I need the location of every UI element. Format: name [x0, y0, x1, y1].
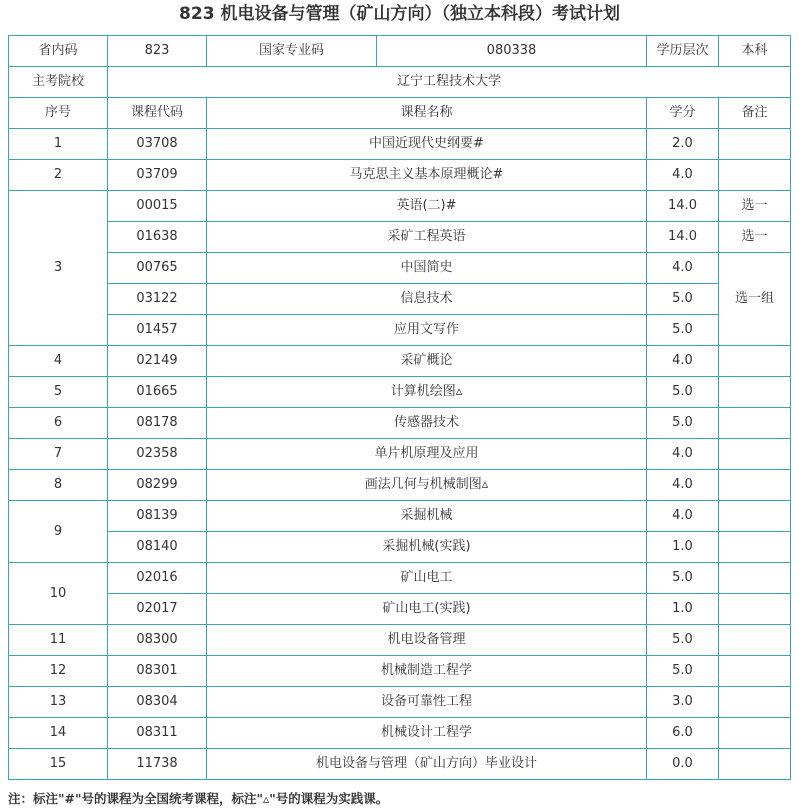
table-row [9, 563, 791, 594]
table-row [9, 315, 791, 346]
course-name: 画法几何与机械制图▵ [207, 470, 647, 501]
course-name: 采掘机械 [207, 501, 647, 532]
course-credit: 5.0 [647, 563, 719, 594]
course-name: 马克思主义基本原理概论# [207, 160, 647, 191]
course-credit: 14.0 [647, 222, 719, 253]
course-seq: 5 [9, 377, 108, 408]
course-credit: 4.0 [647, 501, 719, 532]
course-code: 08301 [108, 656, 207, 687]
course-code: 01638 [108, 222, 207, 253]
header-row-codes [9, 36, 791, 67]
course-name: 采矿工程英语 [207, 222, 647, 253]
course-code: 11738 [108, 749, 207, 780]
course-credit: 5.0 [647, 625, 719, 656]
course-seq: 10 [9, 563, 108, 625]
course-remark [719, 749, 791, 780]
column-header-credit: 学分 [647, 98, 719, 129]
column-header-row [9, 98, 791, 129]
course-credit: 2.0 [647, 129, 719, 160]
course-credit: 1.0 [647, 594, 719, 625]
course-seq: 13 [9, 687, 108, 718]
course-credit: 4.0 [647, 253, 719, 284]
course-code: 02016 [108, 563, 207, 594]
national-code: 080338 [377, 36, 647, 67]
table-row [9, 501, 791, 532]
course-code: 08139 [108, 501, 207, 532]
course-name: 传感器技术 [207, 408, 647, 439]
school-label: 主考院校 [9, 67, 108, 98]
course-name: 矿山电工(实践) [207, 594, 647, 625]
course-code: 02149 [108, 346, 207, 377]
course-remark [719, 594, 791, 625]
table-row [9, 470, 791, 501]
course-name: 英语(二)# [207, 191, 647, 222]
course-remark [719, 501, 791, 532]
course-remark [719, 408, 791, 439]
course-name: 中国近现代史纲要# [207, 129, 647, 160]
table-row [9, 346, 791, 377]
course-name: 采矿概论 [207, 346, 647, 377]
course-credit: 4.0 [647, 439, 719, 470]
course-remark [719, 625, 791, 656]
course-credit: 1.0 [647, 532, 719, 563]
level-value: 本科 [719, 36, 791, 67]
course-credit: 6.0 [647, 718, 719, 749]
column-header-remark: 备注 [719, 98, 791, 129]
course-code: 08299 [108, 470, 207, 501]
school-name: 辽宁工程技术大学 [108, 67, 791, 98]
course-code: 08178 [108, 408, 207, 439]
course-remark [719, 718, 791, 749]
course-remark [719, 439, 791, 470]
course-seq: 8 [9, 470, 108, 501]
column-header-code: 课程代码 [108, 98, 207, 129]
course-code: 02017 [108, 594, 207, 625]
course-remark: 选一 [719, 191, 791, 222]
course-remark: 选一组 [719, 253, 791, 346]
course-seq: 6 [9, 408, 108, 439]
course-name: 中国简史 [207, 253, 647, 284]
course-seq: 12 [9, 656, 108, 687]
course-code: 03122 [108, 284, 207, 315]
table-row [9, 439, 791, 470]
course-remark [719, 563, 791, 594]
course-name: 应用文写作 [207, 315, 647, 346]
table-row [9, 656, 791, 687]
course-credit: 5.0 [647, 284, 719, 315]
course-name: 机械设计工程学 [207, 718, 647, 749]
column-header-seq: 序号 [9, 98, 108, 129]
national-code-label: 国家专业码 [207, 36, 377, 67]
course-remark [719, 656, 791, 687]
course-code: 01457 [108, 315, 207, 346]
course-credit: 14.0 [647, 191, 719, 222]
table-row [9, 687, 791, 718]
course-credit: 4.0 [647, 346, 719, 377]
course-code: 00015 [108, 191, 207, 222]
course-name: 机电设备管理 [207, 625, 647, 656]
course-seq: 2 [9, 160, 108, 191]
course-code: 08140 [108, 532, 207, 563]
course-remark [719, 346, 791, 377]
course-remark [719, 377, 791, 408]
course-name: 矿山电工 [207, 563, 647, 594]
course-credit: 5.0 [647, 377, 719, 408]
course-code: 03709 [108, 160, 207, 191]
table-row [9, 160, 791, 191]
exam-plan-table [8, 35, 791, 780]
table-row [9, 718, 791, 749]
course-code: 08311 [108, 718, 207, 749]
table-row [9, 222, 791, 253]
course-seq: 3 [9, 191, 108, 346]
course-code: 02358 [108, 439, 207, 470]
course-name: 机电设备与管理（矿山方向）毕业设计 [207, 749, 647, 780]
course-remark [719, 129, 791, 160]
table-row [9, 532, 791, 563]
course-seq: 15 [9, 749, 108, 780]
course-code: 01665 [108, 377, 207, 408]
course-code: 03708 [108, 129, 207, 160]
course-name: 设备可靠性工程 [207, 687, 647, 718]
table-row [9, 284, 791, 315]
table-row [9, 191, 791, 222]
course-credit: 4.0 [647, 470, 719, 501]
course-remark [719, 532, 791, 563]
course-remark [719, 470, 791, 501]
course-name: 采掘机械(实践) [207, 532, 647, 563]
table-row [9, 408, 791, 439]
course-credit: 5.0 [647, 656, 719, 687]
course-code: 08300 [108, 625, 207, 656]
course-seq: 14 [9, 718, 108, 749]
table-row [9, 377, 791, 408]
course-seq: 7 [9, 439, 108, 470]
course-credit: 4.0 [647, 160, 719, 191]
course-credit: 3.0 [647, 687, 719, 718]
course-name: 信息技术 [207, 284, 647, 315]
course-credit: 5.0 [647, 408, 719, 439]
course-seq: 4 [9, 346, 108, 377]
course-code: 08304 [108, 687, 207, 718]
course-name: 单片机原理及应用 [207, 439, 647, 470]
province-code: 823 [108, 36, 207, 67]
footnote: 注：标注"#"号的课程为全国统考课程，标注"▵"号的课程为实践课。 [8, 791, 389, 806]
course-seq: 11 [9, 625, 108, 656]
course-remark [719, 160, 791, 191]
level-label: 学历层次 [647, 36, 719, 67]
column-header-name: 课程名称 [207, 98, 647, 129]
course-remark [719, 687, 791, 718]
table-row [9, 129, 791, 160]
table-row [9, 749, 791, 780]
course-name: 机械制造工程学 [207, 656, 647, 687]
page-title: 823 机电设备与管理（矿山方向）（独立本科段）考试计划 [179, 4, 620, 24]
course-remark: 选一 [719, 222, 791, 253]
table-row [9, 594, 791, 625]
table-row [9, 253, 791, 284]
course-credit: 0.0 [647, 749, 719, 780]
course-code: 00765 [108, 253, 207, 284]
course-name: 计算机绘图▵ [207, 377, 647, 408]
province-code-label: 省内码 [9, 36, 108, 67]
header-row-school [9, 67, 791, 98]
course-seq: 1 [9, 129, 108, 160]
course-seq: 9 [9, 501, 108, 563]
course-credit: 5.0 [647, 315, 719, 346]
table-row [9, 625, 791, 656]
